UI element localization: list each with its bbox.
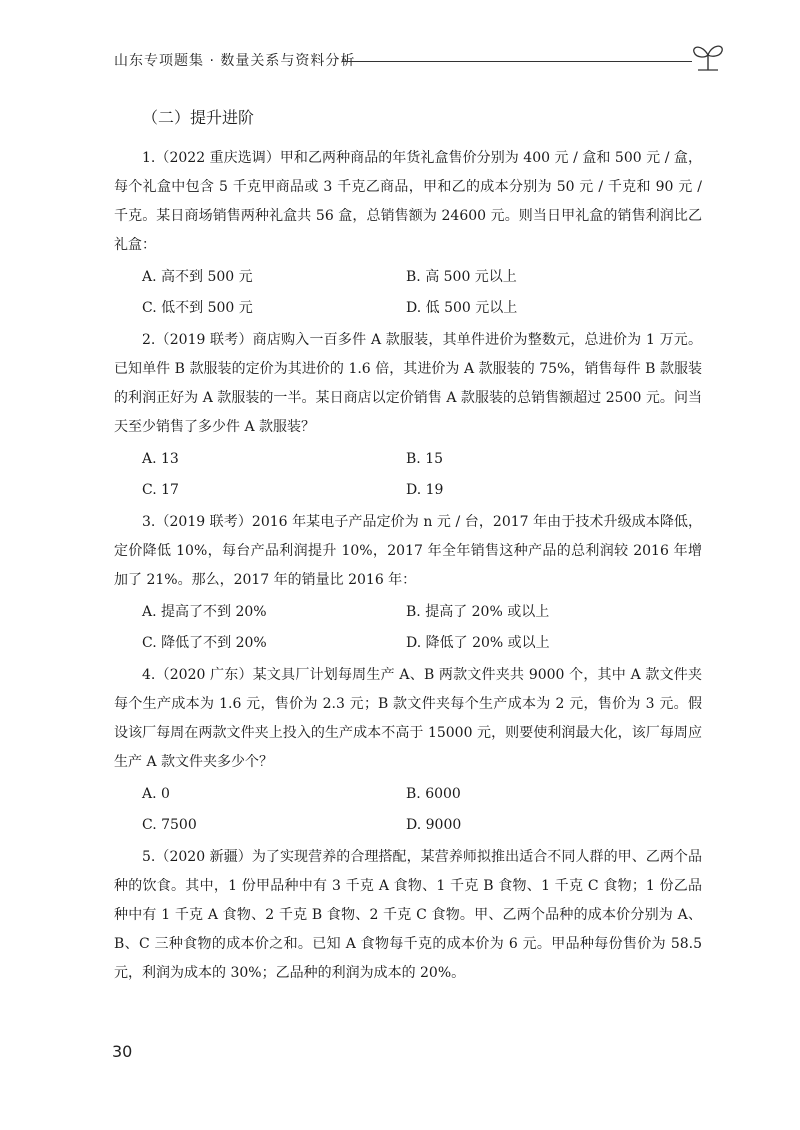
option-b: B. 高 500 元以上 [406,269,517,285]
answer-options [142,262,702,324]
question-text: 3.（2019 联考）2016 年某电子产品定价为 n 元 / 台，2017 年由于技术升级成本降低，定价降低 10%，每台产品利润提升 10%，2017 年全年销售这种产品的总利润较 2016 年增加了 21%。那么，2017 年的销量比 2016 年： [114,514,702,588]
question-text: 4.（2020 广东）某文具厂计划每周生产 A、B 两款文件夹共 9000 个，其中 A 款文件夹每个生产成本为 1.6 元，售价为 2.3 元；B 款文件夹每个生产成本为 2 元，售价为 3 元。假设该厂每周在两款文件夹上投入的生产成本不高于 15000 元，则要使利润最大化，该厂每周应生产 A 款文件夹多少个？ [114,667,702,770]
option-a: A. 13 [142,451,179,467]
sprout-icon [688,40,728,72]
option-b: B. 6000 [406,786,461,802]
question-2 [114,326,702,506]
question-text: 1.（2022 重庆选调）甲和乙两种商品的年货礼盒售价分别为 400 元 / 盒和 500 元 / 盒，每个礼盒中包含 5 千克甲商品或 3 千克乙商品，甲和乙的成本分别为 50 元 / 千克和 90 元 / 千克。某日商场销售两种礼盒共 56 盒，总销售额为 24600 元。则当日甲礼盒的销售利润比乙礼盒： [114,150,702,253]
option-d: D. 9000 [406,817,462,833]
answer-options [142,597,702,659]
option-b: B. 15 [406,451,444,467]
question-1 [114,144,702,324]
option-d: D. 低 500 元以上 [406,300,518,316]
header-title: 山东专项题集 · 数量关系与资料分析 [114,53,356,69]
option-d: D. 19 [406,482,444,498]
page-content [114,106,710,988]
header-rule [342,61,692,62]
option-c: C. 降低了不到 20% [142,635,267,651]
option-d: D. 降低了 20% 或以上 [406,635,550,651]
page-number: 30 [112,1042,133,1061]
option-c: C. 17 [142,482,179,498]
question-text: 5.（2020 新疆）为了实现营养的合理搭配，某营养师拟推出适合不同人群的甲、乙两个品种的饮食。其中，1 份甲品种中有 3 千克 A 食物、1 千克 B 食物、1 千克 C 食物；1 份乙品种中有 1 千克 A 食物、2 千克 B 食物、2 千克 C 食物。甲、乙两个品种的成本价分别为 A、B、C 三种食物的成本价之和。已知 A 食物每千克的成本价为 6 元。甲品种每份售价为 58.5 元，利润为成本的 30%；乙品种的利润为成本的 20%。 [114,849,702,981]
option-a: A. 高不到 500 元 [142,269,253,285]
question-4 [114,661,702,841]
question-5 [114,843,702,988]
answer-options [142,779,702,841]
option-c: C. 7500 [142,817,197,833]
option-b: B. 提高了 20% 或以上 [406,604,550,620]
question-3 [114,508,702,659]
option-a: A. 0 [142,786,170,802]
question-text: 2.（2019 联考）商店购入一百多件 A 款服装，其单件进价为整数元，总进价为 1 万元。已知单件 B 款服装的定价为其进价的 1.6 倍，其进价为 A 款服装的 75%，销售每件 B 款服装的利润正好为 A 款服装的一半。某日商店以定价销售 A 款服装的总销售额超过 2500 元。问当天至少销售了多少件 A 款服装？ [114,332,702,435]
answer-options [142,444,702,506]
option-c: C. 低不到 500 元 [142,300,253,316]
page-header [110,40,730,80]
option-a: A. 提高了不到 20% [142,604,267,620]
section-title: （二）提升进阶 [142,108,255,127]
